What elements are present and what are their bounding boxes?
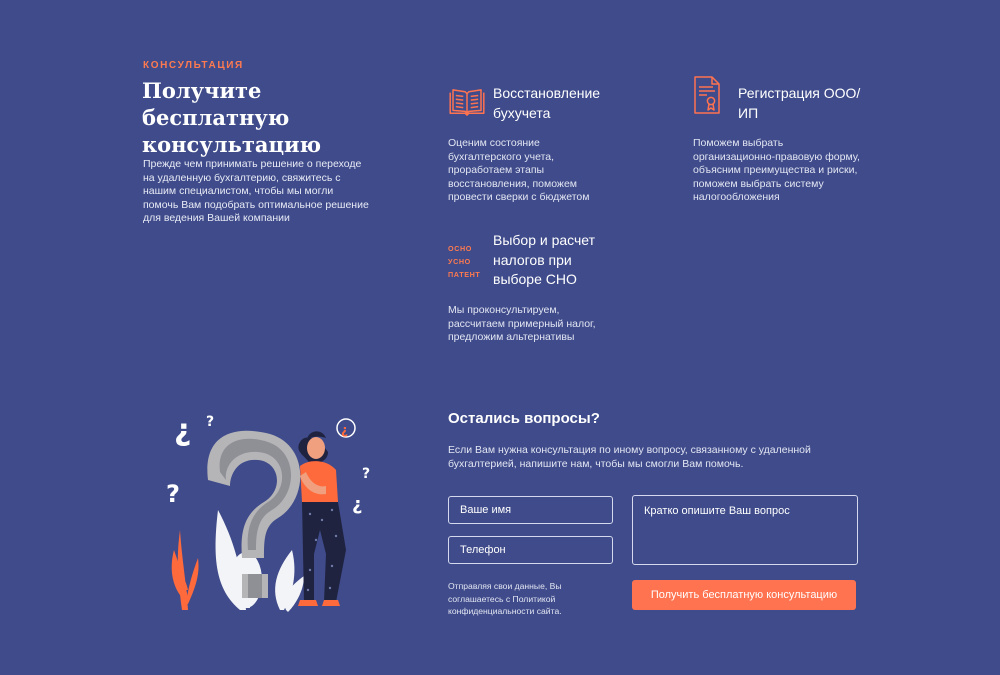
form-title: Остались вопросы? — [448, 410, 600, 427]
question-symbol: ¿ — [352, 494, 363, 515]
question-symbol: ? — [206, 414, 215, 430]
open-book-icon — [448, 88, 486, 116]
question-symbol: ? — [166, 480, 180, 508]
submit-consultation-button[interactable]: Получить бесплатную консультацию — [632, 580, 856, 610]
page-title: Получите бесплатную консультацию — [142, 78, 322, 157]
intro-text: Прежде чем принимать решение о переходе на удаленную бухгалтерию, свяжитесь с нашим специалистом, чтобы мы могли помочь Вам подобрать оптимальное решение для ведения Вашей компании — [143, 158, 369, 225]
question-textarea[interactable] — [632, 495, 858, 565]
person-figure — [298, 419, 355, 606]
service-title: Выбор и расчет налогов при выборе СНО — [493, 232, 596, 287]
service-text: Поможем выбрать организационно-правовую форму, объясним преимущества и риски, поможем выбрать систему налогообложения — [693, 137, 860, 204]
certificate-document-icon — [693, 76, 721, 114]
orange-plant — [172, 530, 199, 610]
form-description: Если Вам нужна консультация по иному вопросу, связанному с удаленной бухгалтерией, напишите нам, чтобы мы смогли Вам помочь. — [448, 444, 811, 470]
section-eyebrow: КОНСУЛЬТАЦИЯ — [143, 60, 244, 71]
service-text: Мы проконсультируем, рассчитаем примерный налог, предложим альтернативы — [448, 304, 596, 344]
tax-systems-list-icon — [448, 242, 488, 281]
service-title: Регистрация ООО/ИП — [738, 85, 861, 121]
name-field[interactable] — [448, 496, 613, 524]
question-symbol: ¿ — [174, 413, 192, 448]
person-with-question-mark-illustration — [160, 390, 400, 620]
question-symbol: ¿ — [341, 423, 348, 437]
tag-usno: УСНО — [448, 257, 471, 266]
tag-patent: ПАТЕНТ — [448, 270, 481, 279]
consent-text: Отправляя свои данные, Вы соглашаетесь с Политикой конфиденциальности сайта. — [448, 581, 562, 616]
question-symbol: ? — [362, 466, 371, 482]
tag-osno: ОСНО — [448, 244, 472, 253]
service-title: Восстановление бухучета — [493, 85, 601, 121]
service-text: Оценим состояние бухгалтерского учета, проработаем этапы восстановления, поможем провести сверки с бюджетом — [448, 137, 590, 204]
phone-field[interactable] — [448, 536, 613, 564]
